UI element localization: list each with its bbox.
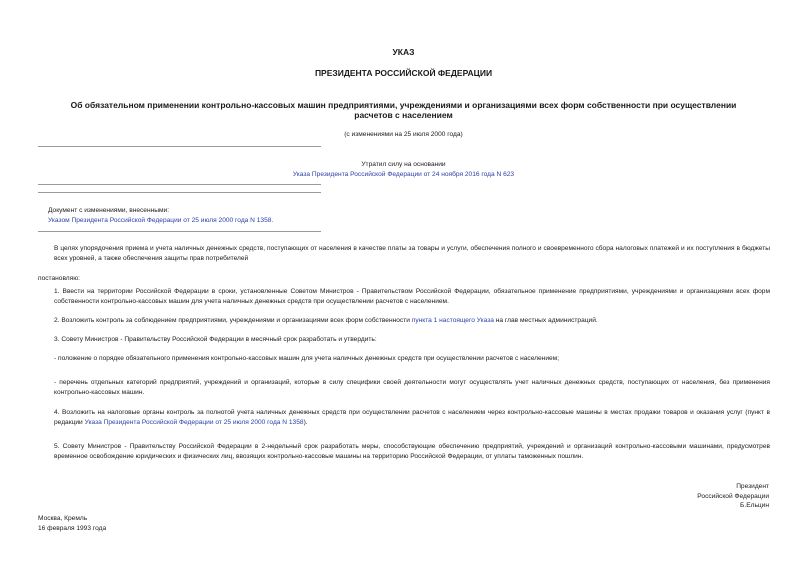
document-subject-line-2: расчетов с населением <box>354 110 453 120</box>
point-1-link[interactable]: пункта 1 настоящего Указа <box>411 317 494 324</box>
divider <box>38 192 321 193</box>
decree-word: постановляю: <box>38 275 81 282</box>
signing-place: Москва, Кремль <box>38 515 88 522</box>
paragraph-2: 2. Возложить контроль за соблюдением предприятиями, учреждениями и организациями всех форм собственности пункта 1 настоящего Указа на глав местных администраций. <box>54 317 598 324</box>
paragraph-3-item-1: - положение о порядке обязательного применения контрольно-кассовых машин для учета наличных денежных средств при осуществлении расчетов с населением; <box>54 355 560 362</box>
repeal-decree-link[interactable]: Указа Президента Российской Федерации от 24 ноября 2016 года N 623 <box>292 171 515 178</box>
preamble-paragraph: В целях упорядочения приема и учета наличных денежных средств, поступающих от населения в качестве платы за товары и услуги, обеспечения полного и своевременного сбора налоговых платежей и их поступления в бюджеты всех уровней, а также обеспечения защиты прав потребителей <box>54 245 770 262</box>
divider <box>38 146 321 147</box>
paragraph-5: 5. Совету Министров - Правительству Российской Федерации в 2-недельный срок разработать меры, способствующие обеспечению предприятий, учреждений и организаций контрольно-кассовыми машинами, предусмотрев временное освобождение юридических и физических лиц, ввозящих контрольно-кассовые машины на территорию Российской Федерации, от уплаты таможенных пошлин. <box>54 443 770 460</box>
repeal-status-label: Утратил силу на основании <box>361 161 446 168</box>
signature-position: Президент <box>736 483 769 490</box>
signature-name: Б.Ельцин <box>740 502 769 510</box>
signature-block <box>697 482 769 511</box>
signing-date: 16 февраля 1993 года <box>38 524 107 532</box>
amendments-label: Документ с изменениями, внесенными: <box>48 207 170 214</box>
signing-place-date <box>38 514 106 533</box>
document-type-title: УКАЗ <box>392 47 415 57</box>
amendment-decree-link[interactable]: Указа Президента Российской Федерации от 25 июля 2000 года N 1358 <box>84 418 304 426</box>
amending-decree-link[interactable]: Указом Президента Российской Федерации от 25 июля 2000 года N 1358. <box>48 217 274 224</box>
paragraph-3-item-2: - перечень отдельных категорий предприятий, учреждений и организаций, которые в силу специфики своей деятельности могут осуществлять учет наличных денежных средств, поступающих от населения, без применения контрольно-кассовых машин. <box>54 379 770 396</box>
document-subject-line-1: Об обязательном применении контрольно-кассовых машин предприятиями, учреждениями и организациями всех форм собственности при осуществлении <box>70 100 737 110</box>
paragraph-3: 3. Совету Министров - Правительству Российской Федерации в месячный срок разработать и утвердить: <box>54 336 377 343</box>
divider <box>38 231 321 232</box>
paragraph-4: 4. Возложить на налоговые органы контроль за полнотой учета наличных денежных средств при осуществлении расчетов с населением через контрольно-кассовые машины в местах продажи товаров и оказания услуг (пункт в редакции Указа Президента Российской Федерации от 25 июля 2000 года N 1358). <box>54 409 770 426</box>
document-issuer-title: ПРЕЗИДЕНТА РОССИЙСКОЙ ФЕДЕРАЦИИ <box>314 68 493 78</box>
paragraph-1: 1. Ввести на территории Российской Федерации в сроки, установленные Советом Министров - Правительством Российской Федерации, обязательное применение предприятиями, учреждениями и организациями всех форм собственности контрольно-кассовых машин для учета наличных денежных средств при осуществлении расчетов с населением. <box>54 288 770 305</box>
signature-position-country: Российской Федерации <box>697 492 769 500</box>
divider <box>38 184 321 185</box>
revision-note: (с изменениями на 25 июля 2000 года) <box>344 131 463 138</box>
